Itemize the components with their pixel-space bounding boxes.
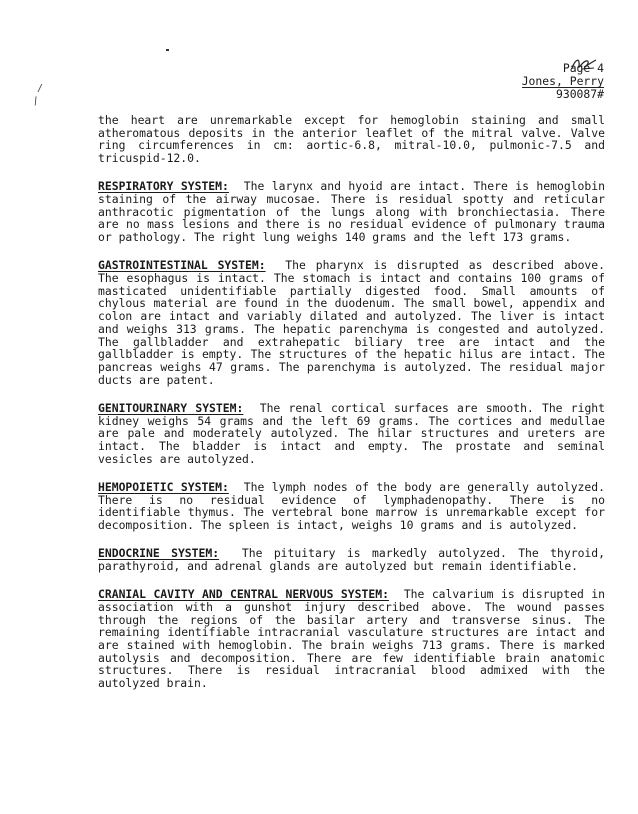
page-number: Page 4 xyxy=(562,61,604,75)
section-heading: GENITOURINARY SYSTEM: xyxy=(98,400,244,415)
case-number: 930087# xyxy=(555,87,604,101)
heart-paragraph xyxy=(98,114,605,165)
genitourinary-section xyxy=(98,402,605,466)
paragraph-text: The larynx and hyoid are intact. There is hemoglobin staining of the airway mucosae. There is residual spotty and reticular anthracotic pigmentation of the lungs along with bronchiectasia. There are no mass lesions and there is no residual evidence of pulmonary trauma or pathology. The right lung weighs 140 grams and the left 173 grams. xyxy=(98,179,605,245)
paragraph-text: The pharynx is disrupted as described above. The esophagus is intact. The stomach is intact and contains 100 grams of masticated unidentifiable partially digested food. Small amounts of chylous material are found in the duodenum. The small bowel, appendix and colon are intact and variably dilated and autolyzed. The liver is intact and weighs 313 grams. The hepatic parenchyma is congested and autolyzed. The gallbladder and extrahepatic biliary tree are intact and the gallbladder is empty. The structures of the hepatic hilus are intact. The pancreas weighs 47 grams. The parenchyma is autolyzed. The residual major ducts are patent. xyxy=(98,258,605,387)
hemopoietic-section xyxy=(98,481,605,532)
paragraph-text: The calvarium is disrupted in association with a gunshot injury described above. The wound passes through the regions of the basilar artery and transverse sinus. The remaining identifiable intracranial vasculature structures are intact and are stained with hemoglobin. The brain weighs 713 grams. There is marked autolysis and decomposition. There are few identifiable brain anatomic structures. There is residual intracranial blood admixed with the autolyzed brain. xyxy=(98,587,606,691)
section-heading: RESPIRATORY SYSTEM: xyxy=(98,179,229,194)
page-header xyxy=(522,62,604,101)
scan-speck xyxy=(166,49,169,51)
section-heading: HEMOPOIETIC SYSTEM: xyxy=(98,479,229,494)
margin-mark: / xyxy=(31,95,41,108)
gastrointestinal-section xyxy=(98,259,605,386)
cranial-cns-section xyxy=(98,588,605,690)
paragraph-text: The lymph nodes of the body are generally autolyzed. There is no residual evidence of lymphadenopathy. There is no identifiable thymus. The vertebral bone marrow is unremarkable except for decomposition. The spleen is intact, weighs 10 grams and is autolyzed. xyxy=(98,479,605,532)
paragraph-text: The renal cortical surfaces are smooth. The right kidney weighs 54 grams and the left 69 grams. The cortices and medullae are pale and moderately autolyzed. The hilar structures and ureters are intact. The bladder is intact and empty. The prostate and seminal vesicles are autolyzed. xyxy=(98,400,606,466)
section-heading: GASTROINTESTINAL SYSTEM: xyxy=(98,258,266,273)
report-body xyxy=(98,114,605,705)
decedent-name: Jones, Perry xyxy=(521,74,604,88)
section-heading: CRANIAL CAVITY AND CENTRAL NERVOUS SYSTEM: xyxy=(98,587,389,602)
paragraph-text: the heart are unremarkable except for hemoglobin staining and small atheromatous deposits in the anterior leaflet of the mitral valve. Valve ring circumferences in cm: aortic-6.8, mitral-10.0, pulmonic-7.5 and tricuspid-12.0. xyxy=(98,113,605,166)
paragraph-text: The pituitary is markedly autolyzed. The thyroid, parathyroid, and adrenal glands are autolyzed but remain identifiable. xyxy=(98,546,606,573)
margin-mark: / xyxy=(37,83,44,94)
endocrine-section xyxy=(98,547,605,572)
respiratory-section xyxy=(98,180,605,244)
section-heading: ENDOCRINE SYSTEM: xyxy=(98,546,220,561)
